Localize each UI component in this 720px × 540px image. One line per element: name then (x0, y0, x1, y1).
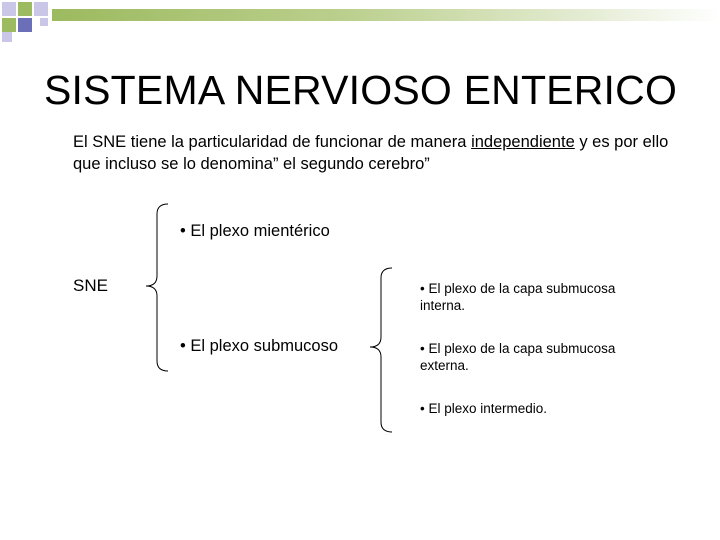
slide-title: SISTEMA NERVIOSO ENTERICO (44, 67, 678, 113)
top-gradient-bar (52, 9, 720, 21)
deco-square (40, 18, 48, 26)
intro-paragraph (73, 131, 673, 175)
brace-right (370, 268, 392, 432)
diagram-item-plexo-submucoso: • El plexo submucoso (180, 337, 339, 355)
intro-text-after: y es por ello que incluso se lo denomina” el segundo cerebro” (73, 133, 669, 173)
diagram-item-plexo-mienterico: • El plexo mientérico (180, 222, 330, 240)
diagram-subitem-capa-externa: • El plexo de la capa submucosa externa. (420, 341, 616, 373)
deco-square (2, 32, 12, 42)
diagram-subitem-intermedio: • El plexo intermedio. (420, 401, 548, 416)
corner-decoration (0, 0, 60, 46)
diagram-root-label: SNE (73, 276, 108, 295)
brace-left (146, 204, 168, 371)
deco-square (18, 2, 32, 16)
intro-emphasis: independiente (471, 133, 575, 151)
diagram-subitem-capa-interna: • El plexo de la capa submucosa interna. (420, 281, 616, 313)
deco-square (2, 18, 16, 32)
deco-square (2, 2, 16, 16)
deco-square (34, 2, 48, 16)
deco-square (18, 18, 32, 32)
intro-text-before: El SNE tiene la particularidad de funcionar de manera (73, 133, 472, 151)
